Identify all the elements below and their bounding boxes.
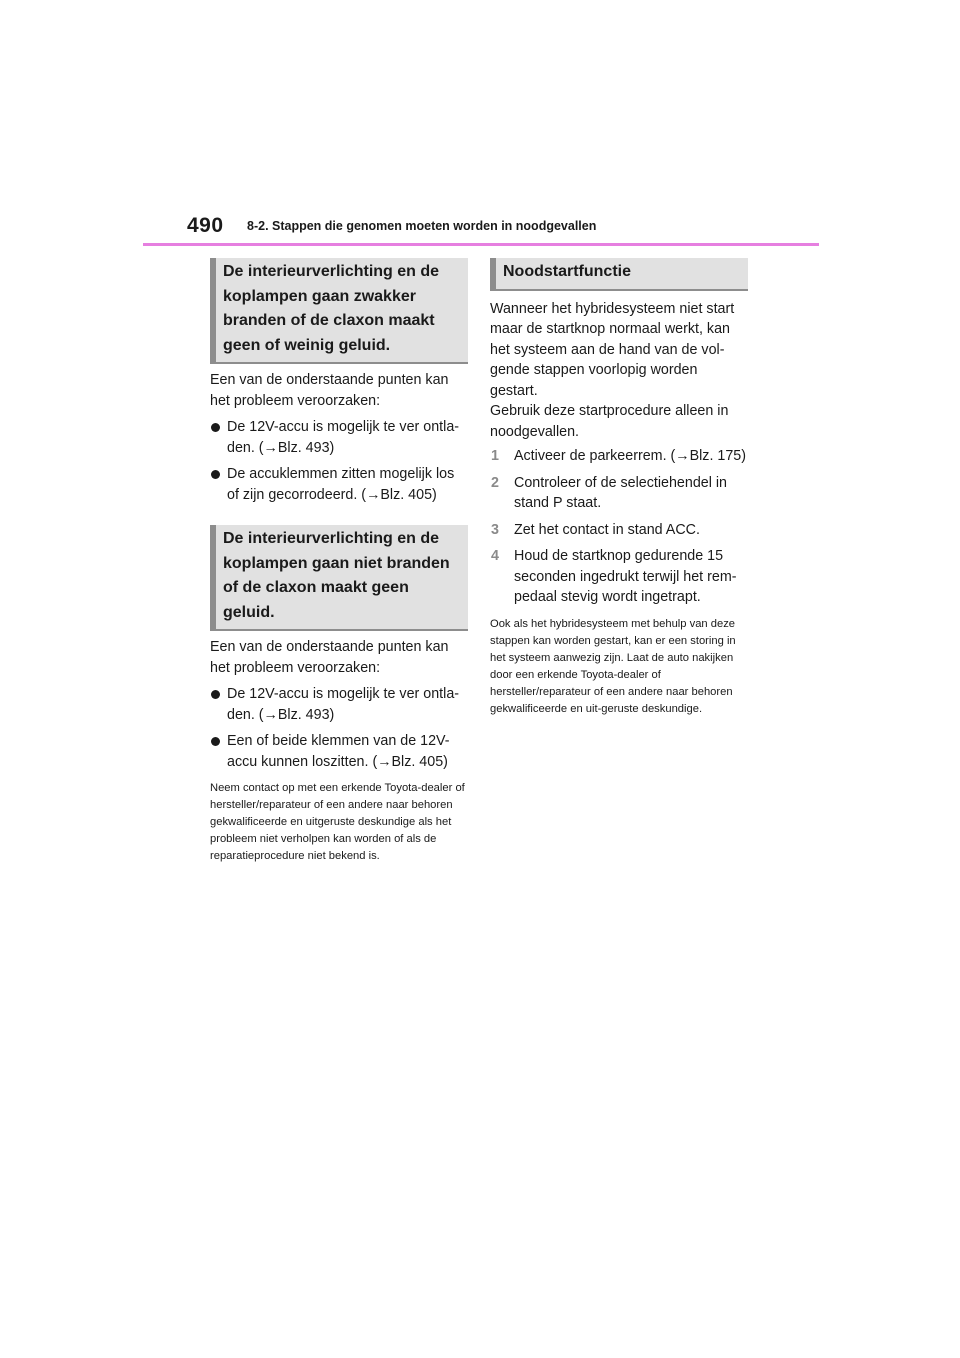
list-item-text: De 12V-accu is mogelijk te ver ontla-den. (→Blz. 493) [227,686,460,723]
step-number: 1 [491,448,499,464]
list-item-text: De 12V-accu is mogelijk te ver ontla-den. (→Blz. 493) [227,419,460,456]
bullet-icon [211,737,220,746]
step-item [490,546,748,608]
list-item-text: Een of beide klemmen van de 12V-accu kunnen loszitten. (→Blz. 405) [227,733,450,770]
heading-box-no-lights: De interieurverlichting en de koplampen gaan niet branden of de claxon maakt geen geluid. [210,525,468,631]
heading-box-dim-lights: De interieurverlichting en de koplampen gaan zwakker branden of de claxon maakt geen of weinig geluid. [210,258,468,364]
bullet-icon [211,690,220,699]
note-text: Neem contact op met een erkende Toyota-dealer of hersteller/reparateur of een andere naar behoren gekwalificeerde en uitgeruste deskundige als het probleem niet verholpen kan worden of als de reparatieprocedure niet bekend is. [210,782,465,862]
header-rule [143,243,819,246]
page-number: 490 [187,214,224,237]
note-text: Ook als het hybridesysteem met behulp van deze stappen kan worden gestart, kan er een storing in het systeem aanwezig zijn. Laat de auto nakijken door een erkende Toyota-dealer of hersteller/reparateur of een andere naar behoren gekwalificeerde en uit-geruste deskundige. [490,617,736,715]
step-text: Houd de startknop gedurende 15 seconden ingedrukt terwijl het rem-pedaal stevig wordt ingetrapt. [514,548,737,605]
step-number: 2 [491,474,499,491]
list-item [210,464,468,505]
section-title: 8-2. Stappen die genomen moeten worden in noodgevallen [247,219,597,233]
bullet-list [210,417,468,505]
list-item-text: De accuklemmen zitten mogelijk los of zijn gecorrodeerd. (→Blz. 405) [227,466,455,503]
bullet-icon [211,423,220,432]
step-text: Activeer de parkeerrem. (→Blz. 175) [514,448,747,464]
list-item [210,731,468,772]
intro-text-2: Gebruik deze startprocedure alleen in noodgevallen. [490,403,729,440]
step-text: Zet het contact in stand ACC. [514,521,700,538]
heading-box-emergency-start: Noodstartfunctie [490,258,748,291]
step-text: Controleer of de selectiehendel in stand P staat. [514,474,728,511]
list-item [210,684,468,725]
bullet-list [210,684,468,772]
step-item [490,446,748,467]
left-column [210,258,468,865]
step-number: 4 [491,548,499,564]
intro-text: Wanneer het hybridesysteem niet start maar de startknop normaal werkt, kan het systeem aan de hand van de vol-gende stappen voorlopig worden gestart. [490,300,735,399]
intro-text: Een van de onderstaande punten kan het probleem veroorzaken: [210,639,449,676]
list-item [210,417,468,458]
intro-text: Een van de onderstaande punten kan het probleem veroorzaken: [210,372,449,409]
right-column [490,258,748,718]
step-item [490,473,748,514]
step-number: 3 [491,521,499,538]
step-item [490,520,748,541]
step-list [490,446,748,608]
bullet-icon [211,470,220,479]
